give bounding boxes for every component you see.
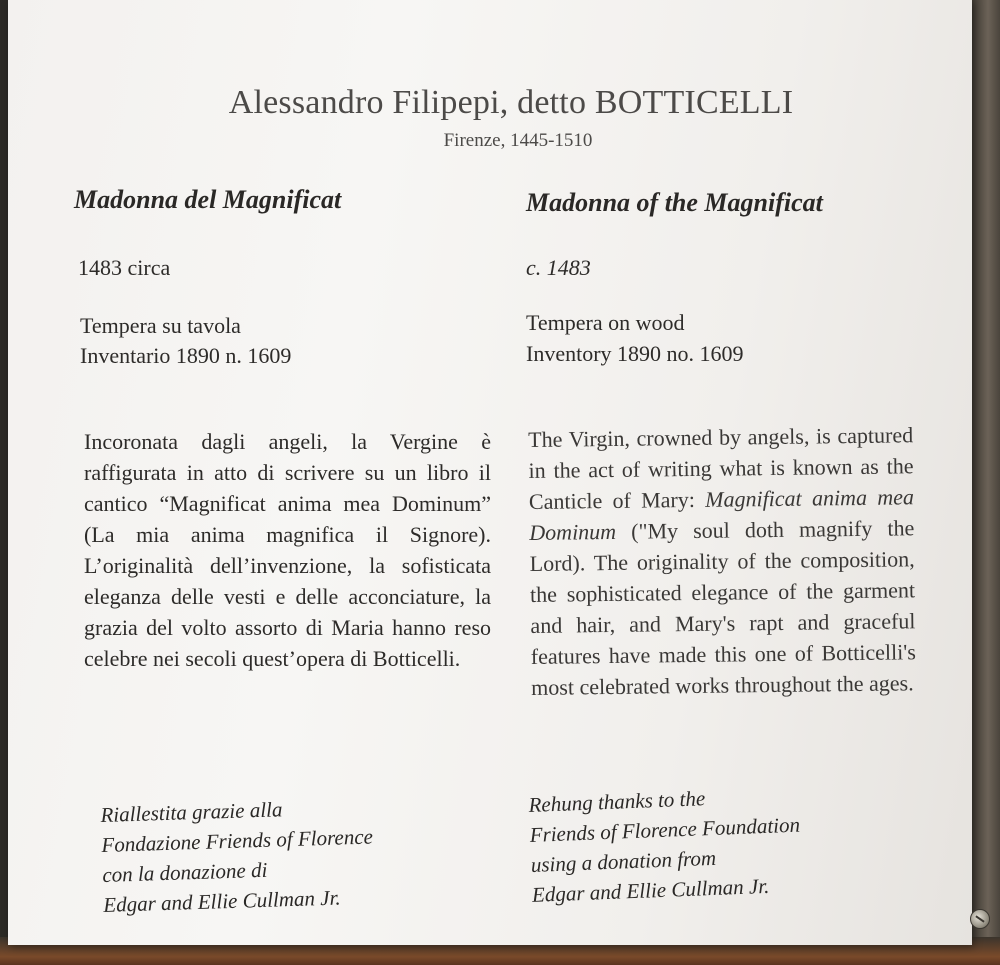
english-description-latin: Magnificat anima mea Dominum xyxy=(529,484,915,545)
italian-title: Madonna del Magnificat xyxy=(74,185,342,214)
italian-credit: Riallestita grazie alla Fondazione Friends of Florence con la donazione di Edgar and Ellie Cullman Jr. xyxy=(100,797,374,917)
artwork-label-card xyxy=(8,0,972,945)
artist-place-dates: Firenze, 1445-1510 xyxy=(443,130,593,151)
artist-name: Alessandro Filipepi, detto BOTTICELLI xyxy=(228,84,794,121)
english-date: c. 1483 xyxy=(526,255,591,280)
english-description-rest: ("My soul doth magnify the Lord). The originality of the composition, the sophisticated elegance of the garment and hair, and Mary's rapt and graceful features have made this one of Botticelli's most celebrated works throughout the ages. xyxy=(529,515,916,700)
english-credit: Rehung thanks to the Friends of Florence Foundation using a donation from Edgar and Ellie Cullman Jr. xyxy=(528,786,801,907)
english-medium: Tempera on wood xyxy=(526,310,685,335)
english-inventory: Inventory 1890 no. 1609 xyxy=(526,341,744,366)
italian-inventory: Inventario 1890 n. 1609 xyxy=(80,343,292,368)
mounting-screw xyxy=(970,909,990,929)
italian-medium: Tempera su tavola xyxy=(80,313,241,338)
italian-date: 1483 circa xyxy=(78,255,171,280)
english-title: Madonna of the Magnificat xyxy=(526,188,823,217)
english-description xyxy=(528,419,916,703)
english-description-intro: The Virgin, crowned by angels, is captured in the act of writing what is known as the Canticle of Mary: xyxy=(528,422,914,514)
italian-description: Incoronata dagli angeli, la Vergine è raffigurata in atto di scrivere su un libro il cantico “Magnificat anima mea Dominum” (La mia anima magnifica il Signore). L’originalità dell’invenzione, la sofisticata eleganza delle vesti e delle acconciature, la grazia del volto assorto di Maria hanno reso celebre nei secoli quest’opera di Botticelli. xyxy=(84,429,491,671)
